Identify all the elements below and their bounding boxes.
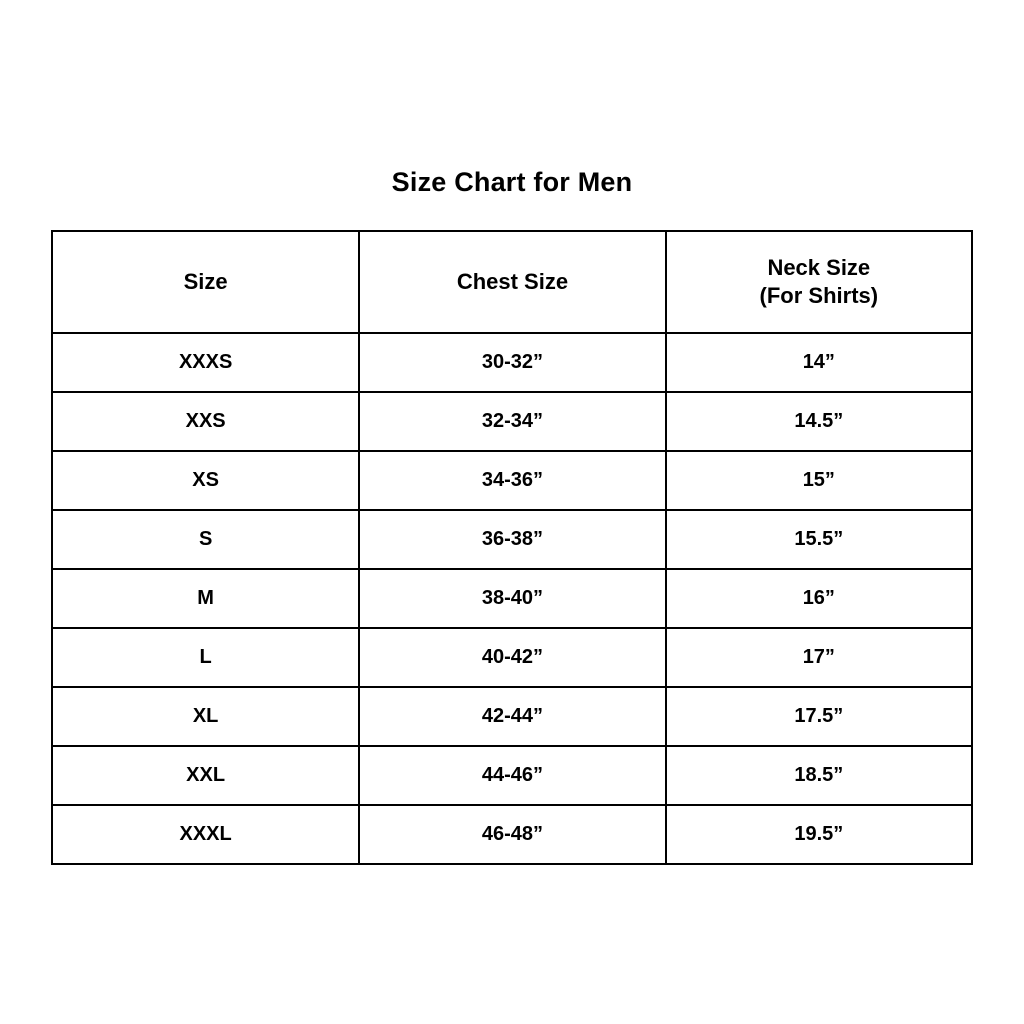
cell-chest: 36-38” bbox=[359, 510, 665, 569]
table-row bbox=[52, 687, 972, 746]
column-header-size bbox=[52, 231, 359, 333]
table-row bbox=[52, 805, 972, 864]
cell-neck: 18.5” bbox=[666, 746, 972, 805]
column-header-neck bbox=[666, 231, 972, 333]
page-title: Size Chart for Men bbox=[391, 167, 633, 197]
table-row bbox=[52, 746, 972, 805]
column-header-neck-sublabel: (For Shirts) bbox=[759, 282, 879, 308]
cell-chest: 38-40” bbox=[359, 569, 665, 628]
cell-neck: 17.5” bbox=[666, 687, 972, 746]
table-header bbox=[52, 231, 972, 333]
cell-size: XXXL bbox=[52, 805, 359, 864]
cell-size: S bbox=[52, 510, 359, 569]
cell-chest: 34-36” bbox=[359, 451, 665, 510]
cell-size: XS bbox=[52, 451, 359, 510]
cell-neck: 15.5” bbox=[666, 510, 972, 569]
cell-neck: 19.5” bbox=[666, 805, 972, 864]
cell-chest: 40-42” bbox=[359, 628, 665, 687]
cell-size: L bbox=[52, 628, 359, 687]
column-header-size-label: Size bbox=[183, 268, 228, 294]
size-table-container bbox=[51, 230, 973, 865]
cell-size: XXL bbox=[52, 746, 359, 805]
cell-chest: 44-46” bbox=[359, 746, 665, 805]
cell-neck: 17” bbox=[666, 628, 972, 687]
cell-chest: 46-48” bbox=[359, 805, 665, 864]
table-row bbox=[52, 510, 972, 569]
cell-chest: 42-44” bbox=[359, 687, 665, 746]
column-header-neck-label: Neck Size bbox=[767, 255, 871, 281]
table-row bbox=[52, 569, 972, 628]
cell-size: XL bbox=[52, 687, 359, 746]
cell-neck: 16” bbox=[666, 569, 972, 628]
table-row bbox=[52, 392, 972, 451]
cell-neck: 14.5” bbox=[666, 392, 972, 451]
table-row bbox=[52, 628, 972, 687]
cell-chest: 30-32” bbox=[359, 333, 665, 392]
cell-size: XXS bbox=[52, 392, 359, 451]
cell-chest: 32-34” bbox=[359, 392, 665, 451]
table-header-row bbox=[52, 231, 972, 333]
cell-neck: 15” bbox=[666, 451, 972, 510]
cell-size: M bbox=[52, 569, 359, 628]
column-header-chest-label: Chest Size bbox=[456, 268, 569, 294]
table-row bbox=[52, 333, 972, 392]
table-body bbox=[52, 333, 972, 864]
column-header-chest bbox=[359, 231, 665, 333]
cell-size: XXXS bbox=[52, 333, 359, 392]
size-table bbox=[51, 230, 973, 865]
cell-neck: 14” bbox=[666, 333, 972, 392]
table-row bbox=[52, 451, 972, 510]
